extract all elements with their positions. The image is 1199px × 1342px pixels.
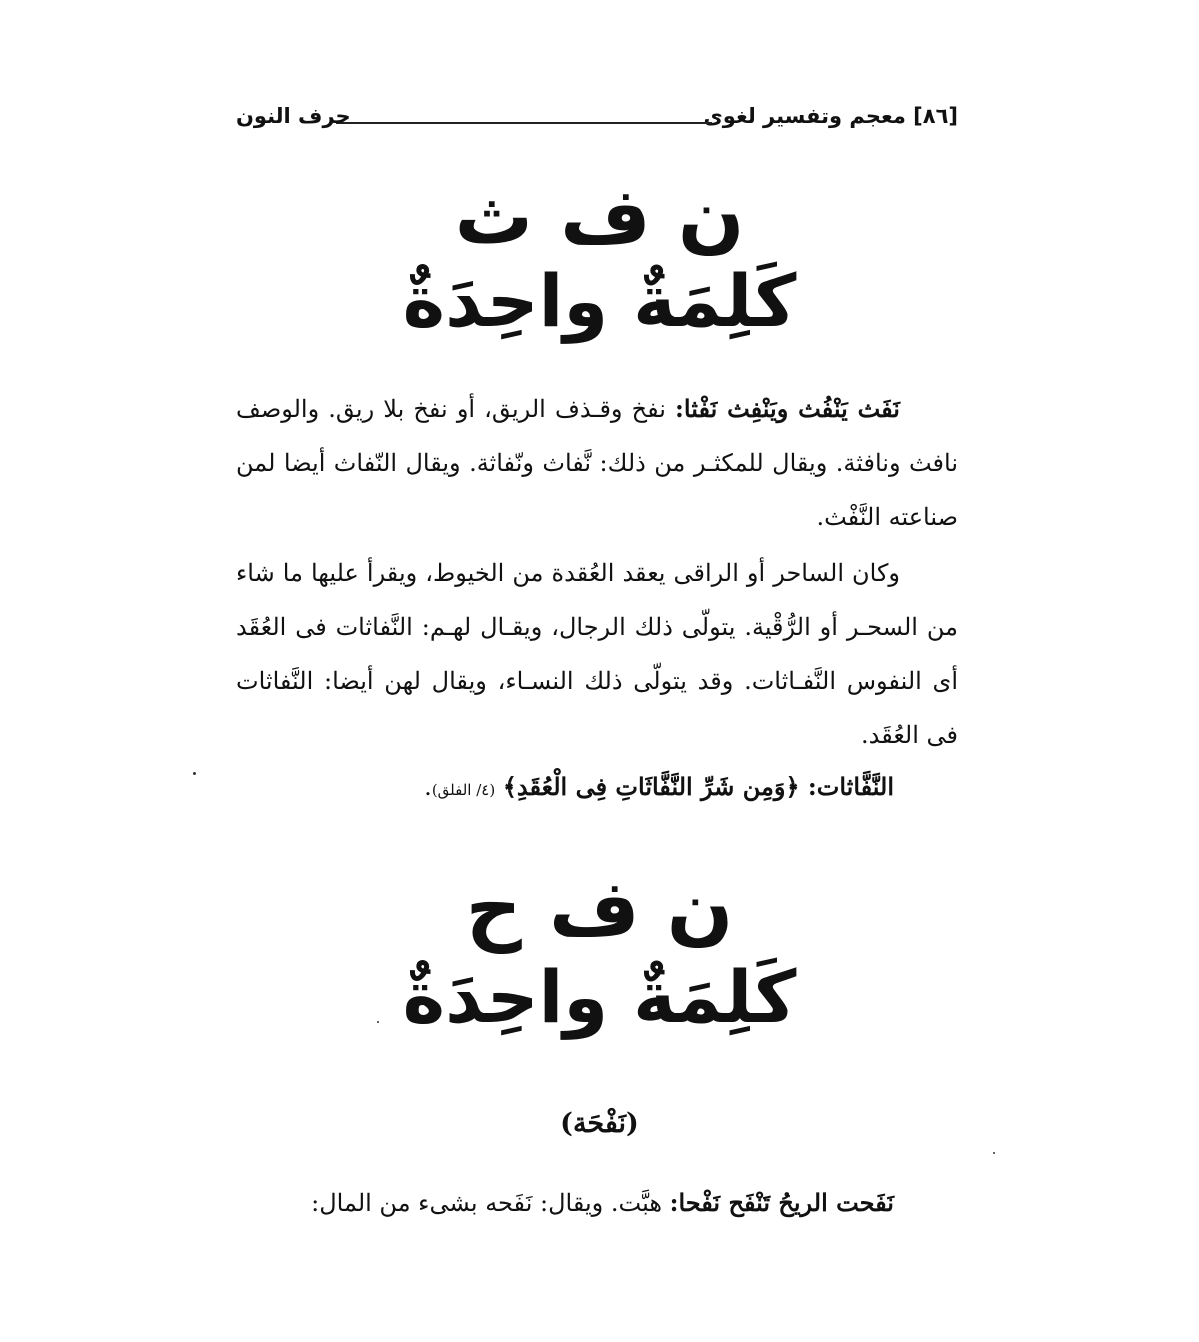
- scan-speck: [193, 772, 196, 775]
- verse-reference: (٤/ الفلق): [431, 781, 496, 799]
- section-title: حرف النون: [236, 104, 351, 128]
- root-heading: ن ف ح: [465, 864, 734, 954]
- definition-paragraph: [236, 382, 958, 544]
- page-title: [٨٦] معجم وتفسير لغوى: [703, 104, 958, 128]
- headword: نَفَث يَنْفُث ويَنْفِث نَفْثا:: [675, 394, 900, 423]
- quran-verse: ﴿وَمِن شَرِّ النَّفَّاثَاتِ فِى الْعُقَدِ﴾: [502, 772, 808, 801]
- explanation-paragraph: [236, 546, 958, 762]
- scan-speck: [377, 1021, 379, 1023]
- quran-citation: [236, 760, 958, 817]
- headword: نَفَحت الريحُ تَنْفَح نَفْحا:: [669, 1188, 894, 1217]
- explanation-text: وكان الساحر أو الراقى يعقد العُقدة من الخيوط، ويقرأ عليها ما شاء من السحـر أو الرُّقْية. يتولّى ذلك الرجال، ويقـال لهـم: النَّفاثات فى العُقَد أى النفوس النَّفـاثات. وقد يتولّى ذلك النسـاء، ويقال لهن أيضا: النَّفاثات فى العُقَد.: [236, 559, 958, 749]
- scan-speck: [993, 1152, 995, 1154]
- definition-text: هبَّت. ويقال: نَفَحه بشىء من المال:: [311, 1189, 670, 1217]
- definition-text: نفخ وقـذف الريق، أو نفخ بلا ريق. والوصف نافث ونافثة. ويقال للمكثـر من ذلك: نَّفاث ونّفاثة. ويقال النّفاث أيضا لمن صناعته النَّفْث.: [236, 395, 958, 531]
- subheading: (نَفْحَة): [560, 1108, 639, 1139]
- definition-paragraph: [236, 1176, 958, 1230]
- header-rule: [336, 122, 712, 124]
- root-heading: ن ف ث: [454, 172, 745, 262]
- word-count-heading: كَلِمَةٌ واحِدَةٌ: [402, 955, 797, 1039]
- cited-word: النَّفَّاثات:: [807, 772, 894, 801]
- citation-end: .: [424, 773, 432, 801]
- word-count-heading: كَلِمَةٌ واحِدَةٌ: [402, 259, 797, 343]
- running-header: [236, 104, 958, 144]
